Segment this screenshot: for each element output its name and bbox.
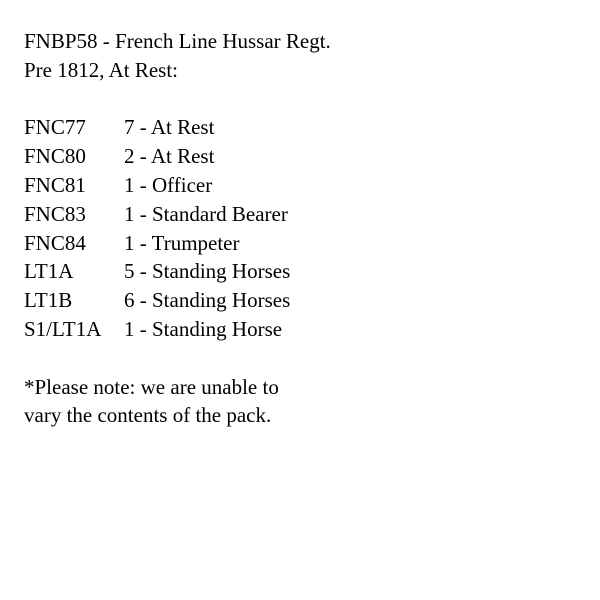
item-code: FNC83 (24, 201, 86, 226)
item-description: 6 - Standing Horses (124, 288, 291, 313)
list-item (24, 142, 584, 171)
item-code: LT1A (24, 259, 74, 284)
note-line: *Please note: we are unable to (24, 374, 279, 399)
item-description: 1 - Trumpeter (124, 230, 240, 255)
list-item (24, 257, 584, 286)
item-description: 1 - Standard Bearer (124, 201, 288, 226)
list-item (24, 200, 584, 229)
item-description: 5 - Standing Horses (124, 259, 291, 284)
item-code: FNC77 (24, 115, 86, 140)
item-description: 2 - At Rest (124, 144, 215, 169)
list-item (24, 113, 584, 142)
spacer (24, 85, 584, 114)
pack-description (24, 27, 584, 430)
list-item (24, 286, 584, 315)
item-code: LT1B (24, 288, 73, 313)
pack-title: FNBP58 - French Line Hussar Regt. (24, 29, 331, 53)
pack-subtitle: Pre 1812, At Rest: (24, 57, 179, 82)
item-code: FNC80 (24, 144, 86, 169)
list-item (24, 229, 584, 258)
item-code: S1/LT1A (24, 316, 102, 341)
item-description: 1 - Standing Horse (124, 316, 283, 341)
item-description: 1 - Officer (124, 172, 213, 197)
item-code: FNC84 (24, 230, 86, 255)
spacer (24, 344, 584, 373)
list-item (24, 171, 584, 200)
item-description: 7 - At Rest (124, 115, 215, 140)
note-line: vary the contents of the pack. (24, 403, 272, 428)
list-item (24, 315, 584, 344)
item-code: FNC81 (24, 172, 86, 197)
contents-list (24, 113, 584, 343)
